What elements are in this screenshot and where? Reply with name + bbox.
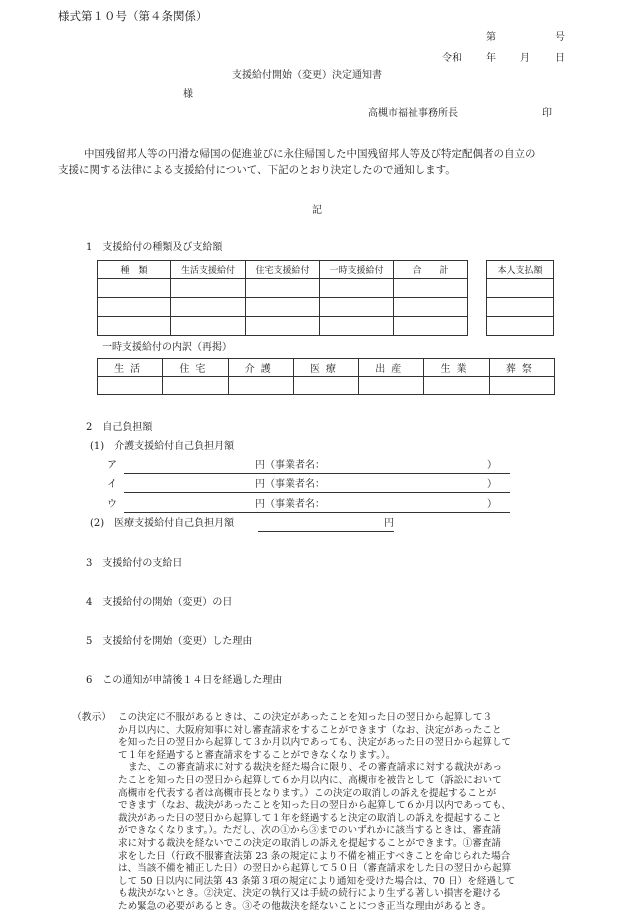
document-title: 支援給付開始（変更）決定通知書	[232, 70, 382, 81]
notice-line-8: できます（なお、裁決があったことを知った日の翌日から起算して６か月以内であっても、	[118, 800, 512, 812]
table-cell	[394, 298, 468, 317]
section-3-heading: 3 支援給付の支給日	[86, 558, 183, 569]
section-6-heading: 6 この通知が申請後１４日を経過した理由	[86, 675, 283, 686]
notice-line-6: たことを知った日の翌日から起算して６か月以内に、高槻市を被告として（訴訟において	[118, 775, 502, 786]
medical-yen: 円	[384, 518, 394, 529]
ki-label: 記	[312, 205, 322, 216]
row-mark-a: ア	[107, 460, 117, 471]
table-cell	[246, 298, 320, 317]
notice-line-1: この決定に不服があるときは、この決定があったことを知った日の翌日から起算して３	[118, 712, 493, 723]
table-cell	[171, 298, 246, 317]
section-5-heading: 5 支援給付を開始（変更）した理由	[86, 636, 253, 647]
section-4-heading: 4 支援給付の開始（変更）の日	[86, 597, 233, 608]
date-year: 年	[486, 53, 496, 64]
care-self-pay-heading: (1) 介護支援給付自己負担月額	[90, 441, 235, 452]
form-number: 様式第１０号（第４条関係）	[58, 9, 208, 23]
table-cell	[394, 279, 468, 298]
table-cell	[228, 377, 293, 395]
intro-line-2: 支援に関する法律による支援給付について、下記のとおり決定したので通知します。	[58, 164, 456, 176]
breakdown-header-housing: 住宅	[163, 359, 228, 377]
row-close-u: ）	[487, 499, 497, 510]
breakdown-header-living: 生活	[98, 359, 163, 377]
table-cell	[489, 377, 554, 395]
table-cell	[98, 377, 163, 395]
breakdown-header-funeral: 葬祭	[489, 359, 554, 377]
table-header-type: 種 類	[98, 261, 171, 279]
notice-line-16: ため緊急の必要があるとき。③その他裁決を経ないことにつき正当な理由があるとき。	[118, 901, 492, 912]
table-header-temporary: 一時支援給付	[320, 261, 394, 279]
notice-line-13: は、当該不備を補正した日）の翌日から起算して５０日（審査請求をした日の翌日から起算	[118, 863, 512, 875]
breakdown-header-childbirth: 出産	[359, 359, 424, 377]
breakdown-table	[97, 358, 555, 395]
table-header-housing: 住宅支援給付	[246, 261, 320, 279]
row-close-a: ）	[487, 460, 497, 471]
notice-line-15: も裁決がないとき。②決定、決定の執行又は手続の続行により生ずる著しい損害を避ける	[118, 888, 502, 900]
table-cell	[171, 279, 246, 298]
addressee-suffix: 様	[183, 89, 193, 100]
notice-line-12: 求をした日（行政不服審査法第 23 条の規定により不備を補正すべきことを命じられた場合	[118, 850, 511, 862]
row-yen-business-i: 円（事業者名：	[255, 479, 325, 490]
self-pay-table	[486, 260, 554, 336]
table-cell	[98, 317, 171, 336]
table-cell	[246, 279, 320, 298]
breakdown-header-medical: 医療	[293, 359, 358, 377]
self-pay-header: 本人支払額	[487, 261, 554, 279]
intro-line-1: 中国残留邦人等の円滑な帰国の促進並びに永住帰国した中国残留邦人等及び特定配偶者の自立の	[84, 148, 536, 160]
table-cell	[320, 317, 394, 336]
notice-line-11: 求に対する裁決を経ないでこの決定の取消しの訴えを提起することができます。①審査請	[118, 838, 501, 849]
table-cell	[394, 317, 468, 336]
table-cell	[487, 317, 554, 336]
table-cell	[424, 377, 489, 395]
breakdown-header-care: 介護	[228, 359, 293, 377]
table-cell	[359, 377, 424, 395]
notice-line-14: して 50 日以内に同法第 43 条第３項の規定により通知を受けた場合は、70 日）を経過して	[118, 875, 516, 887]
table-cell	[487, 298, 554, 317]
doc-number-prefix: 第	[486, 32, 496, 43]
issuer-name: 高槻市福祉事務所長	[368, 108, 458, 119]
row-close-i: ）	[487, 479, 497, 490]
table-cell	[293, 377, 358, 395]
table-cell	[163, 377, 228, 395]
row-yen-business-u: 円（事業者名：	[255, 499, 325, 510]
breakdown-label: 一時支援給付の内訳（再掲）	[102, 342, 232, 353]
table-header-living: 生活支援給付	[171, 261, 246, 279]
notice-line-2: か月以内に、大阪府知事に対し審査請求をすることができます（なお、決定があったこと	[118, 724, 502, 736]
seal-mark: 印	[542, 108, 552, 119]
doc-number-suffix: 号	[555, 32, 565, 43]
notice-line-3: を知った日の翌日から起算して３か月以内であっても、決定があった日の翌日から起算して	[118, 737, 512, 749]
table-cell	[320, 279, 394, 298]
row-mark-i: イ	[107, 479, 117, 490]
notice-line-5: また、この審査請求に対する裁決を経た場合に限り、その審査請求に対する裁決があっ	[128, 762, 503, 774]
table-cell	[98, 279, 171, 298]
notice-line-4: て１年を経過すると審査請求をすることができなくなります。）。	[118, 749, 396, 761]
underline	[124, 512, 510, 513]
date-era: 令和	[442, 53, 462, 64]
underline	[124, 473, 510, 474]
underline	[258, 531, 394, 532]
row-mark-u: ウ	[107, 499, 117, 510]
notice-line-10: ができなくなります。）。ただし、次の①から③までのいずれかに該当するときは、審査請	[118, 825, 501, 837]
table-cell	[98, 298, 171, 317]
section-1-heading: 1 支援給付の種類及び支給額	[86, 242, 223, 253]
date-day: 日	[555, 53, 565, 64]
table-cell	[487, 279, 554, 298]
table-cell	[320, 298, 394, 317]
row-yen-business-a: 円（事業者名：	[255, 460, 325, 471]
payment-table	[97, 260, 468, 336]
notice-line-9: 裁決があった日の翌日から起算して１年を経過すると決定の取消しの訴えを提起すること	[118, 812, 502, 824]
notice-label: （教示）	[72, 712, 112, 723]
breakdown-header-occupation: 生業	[424, 359, 489, 377]
medical-self-pay-heading: (2) 医療支援給付自己負担月額	[90, 518, 235, 529]
table-cell	[171, 317, 246, 336]
table-header-total: 合 計	[394, 261, 468, 279]
section-2-heading: 2 自己負担額	[86, 422, 153, 433]
date-month: 月	[520, 53, 530, 64]
notice-line-7: 高槻市を代表する者は高槻市長となります。）この決定の取消しの訴えを提起することが	[118, 787, 497, 799]
table-cell	[246, 317, 320, 336]
underline	[124, 492, 510, 493]
